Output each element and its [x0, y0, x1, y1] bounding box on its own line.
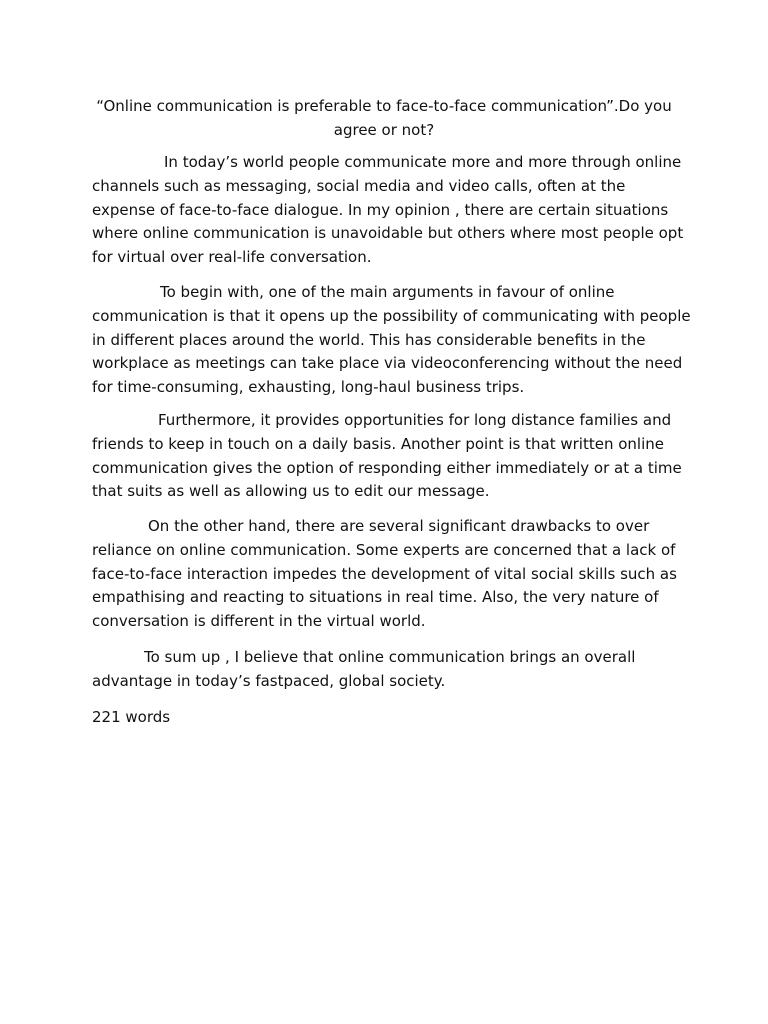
paragraph-introduction: In today’s world people communicate more and more through online channels such as messaging, social media and video calls, often at the expense of face-to-face dialogue. In my opinion , there are certain situations where online communication is unavoidable but others where most people opt for virtual over real-life conversation.: [92, 153, 684, 267]
essay-title: “Online communication is preferable to face-to-face communication”.Do you agree or not?: [96, 97, 672, 139]
paragraph-argument-workplace: To begin with, one of the main arguments in favour of online communication is that it opens up the possibility of communicating with people in different places around the world. This has considerable benefits in the workplace as meetings can take place via videoconferencing without the need for time-consuming, exhausting, long-haul business trips.: [92, 283, 691, 397]
word-count: 221 words: [92, 708, 171, 726]
paragraph-argument-families: Furthermore, it provides opportunities for long distance families and friends to keep in touch on a daily basis. Another point is that written online communication gives the option of responding either immediately or at a time that suits as well as allowing us to edit our message.: [92, 411, 682, 501]
paragraph-conclusion: To sum up , I believe that online communication brings an overall advantage in today’s fastpaced, global society.: [92, 648, 636, 690]
paragraph-drawbacks: On the other hand, there are several significant drawbacks to over reliance on online communication. Some experts are concerned that a lack of face-to-face interaction impedes the development of vital social skills such as empathising and reacting to situations in real time. Also, the very nature of conversation is different in the virtual world.: [92, 517, 677, 631]
